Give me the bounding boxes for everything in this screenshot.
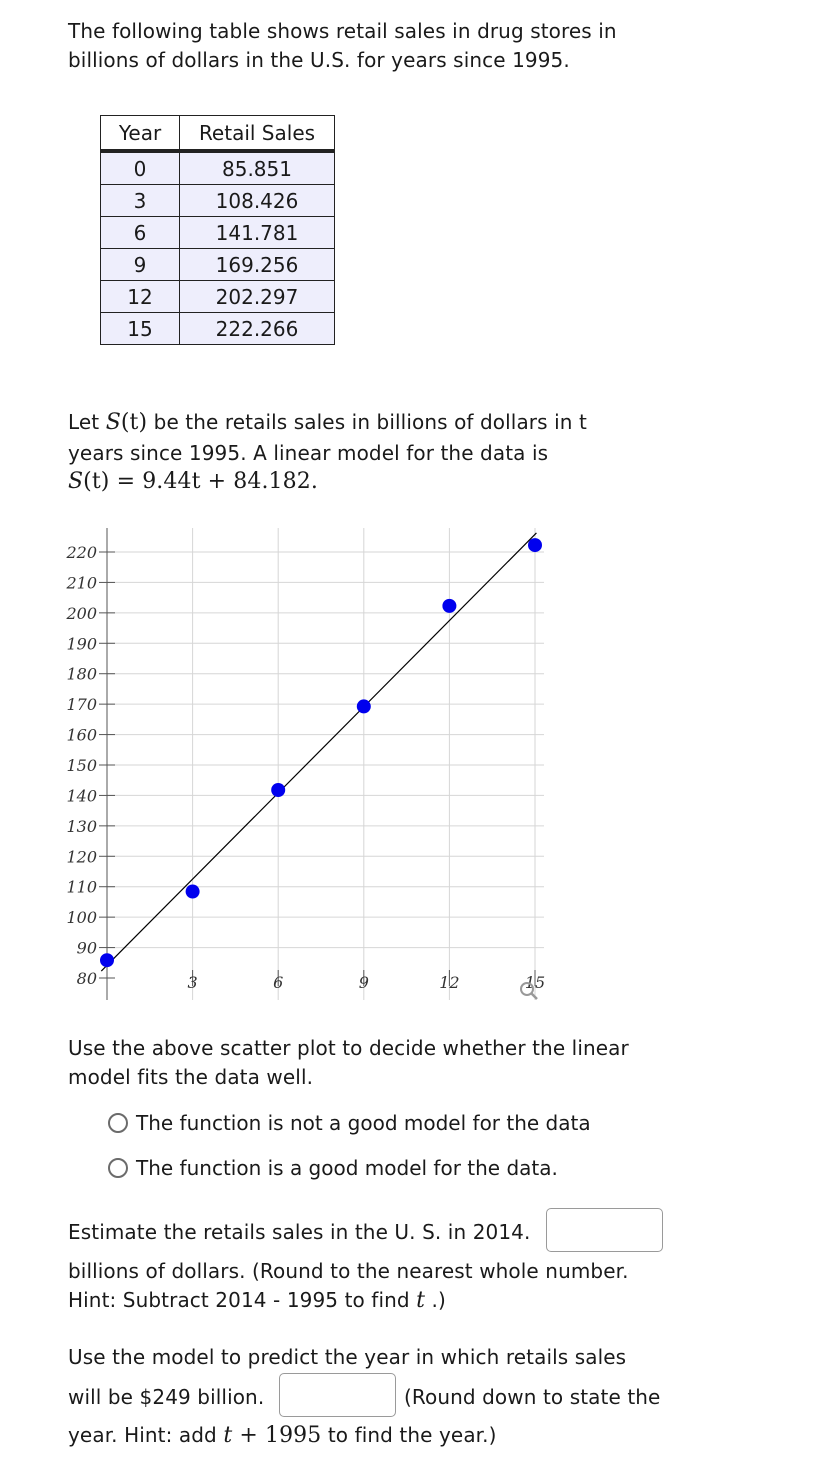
grid-lines <box>107 528 544 1000</box>
data-point <box>528 538 542 552</box>
x-tick-label: 6 <box>273 973 284 992</box>
model-line-path <box>101 533 536 971</box>
y-tick-label: 190 <box>66 634 97 654</box>
data-point <box>271 783 285 797</box>
data-points <box>100 538 542 967</box>
cell-year: 6 <box>101 217 180 249</box>
y-tick-label: 200 <box>66 603 97 623</box>
intro-line-2: billions of dollars in the U.S. for years since 1995. <box>68 48 570 72</box>
question-3-line-1: Use the model to predict the year in which retails sales <box>68 1345 627 1369</box>
table-header-row <box>101 116 335 152</box>
question-3-hint-var: t <box>223 1423 233 1448</box>
table-row <box>101 313 335 345</box>
cell-sales: 169.256 <box>180 249 335 281</box>
model-function-name <box>106 410 147 435</box>
y-tick-label: 120 <box>66 847 97 867</box>
x-tick-label: 15 <box>524 973 546 992</box>
model-var-s: S <box>105 410 121 435</box>
question-1-line-1: Use the above scatter plot to decide whether the linear <box>68 1036 629 1060</box>
y-tick-label: 220 <box>66 543 97 562</box>
question-3-line-2a: will be $249 billion. <box>68 1385 265 1409</box>
question-3-line-3 <box>68 1421 497 1450</box>
model-line-1-a: Let <box>68 410 106 434</box>
formula-var-s: S <box>68 469 84 494</box>
table-row <box>101 185 335 217</box>
y-tick-label: 140 <box>66 786 97 806</box>
radio-not-good[interactable] <box>108 1113 128 1133</box>
question-2-line-3 <box>68 1286 629 1315</box>
intro-text <box>68 17 617 75</box>
cell-year: 9 <box>101 249 180 281</box>
model-formula <box>68 468 587 495</box>
table-row <box>101 217 335 249</box>
question-1-line-2: model fits the data well. <box>68 1065 314 1089</box>
cell-year: 15 <box>101 313 180 345</box>
y-tick-label: 80 <box>76 969 97 988</box>
question-3-hint-b: + 1995 <box>232 1423 322 1448</box>
y-tick-label: 130 <box>66 816 97 836</box>
question-2-line-2: billions of dollars. (Round to the nearest whole number. <box>68 1259 629 1283</box>
question-3-hint-c: to find the year.) <box>321 1423 497 1447</box>
y-tick-labels <box>65 543 97 988</box>
formula-rest: (t) = 9.44t + 84.182. <box>83 469 318 494</box>
model-line <box>101 533 536 971</box>
data-point <box>357 699 371 713</box>
x-tick-label: 9 <box>358 973 369 992</box>
cell-year: 12 <box>101 281 180 313</box>
retail-sales-table <box>100 115 335 345</box>
data-point <box>186 885 200 899</box>
axes <box>99 528 535 1000</box>
question-2-lines <box>68 1257 629 1315</box>
y-tick-label: 100 <box>66 908 97 928</box>
data-point <box>100 953 114 967</box>
intro-line-1: The following table shows retail sales in drug stores in <box>68 19 617 43</box>
scatter-plot <box>0 500 600 1020</box>
question-1-text <box>68 1034 629 1092</box>
header-year: Year <box>101 116 180 152</box>
sales-2014-input[interactable] <box>547 1209 662 1251</box>
question-3-hint-a: year. Hint: add <box>68 1423 224 1447</box>
x-tick-label: 3 <box>187 973 198 992</box>
sales-2014-answer[interactable] <box>546 1208 663 1252</box>
cell-sales: 141.781 <box>180 217 335 249</box>
radio-good[interactable] <box>108 1158 128 1178</box>
y-tick-label: 110 <box>66 877 97 897</box>
question-2-hint-var: t <box>416 1288 426 1313</box>
cell-year: 3 <box>101 185 180 217</box>
x-tick-labels <box>188 973 546 992</box>
y-tick-label: 150 <box>66 756 97 775</box>
question-2-hint-a: Hint: Subtract 2014 - 1995 to find <box>68 1288 417 1312</box>
year-answer[interactable] <box>279 1373 396 1417</box>
option-not-good-model[interactable] <box>108 1108 591 1138</box>
x-tick-label: 12 <box>439 973 460 992</box>
cell-sales: 108.426 <box>180 185 335 217</box>
cell-sales: 85.851 <box>180 151 335 185</box>
y-tick-label: 210 <box>66 573 97 593</box>
y-tick-label: 160 <box>66 725 97 745</box>
cell-sales: 202.297 <box>180 281 335 313</box>
table-row <box>101 281 335 313</box>
cell-year: 0 <box>101 151 180 185</box>
table-row <box>101 151 335 185</box>
option-good-model[interactable] <box>108 1153 558 1183</box>
model-var-arg: (t) <box>120 410 148 435</box>
magnify-icon-handle <box>531 993 537 999</box>
year-input[interactable] <box>280 1374 395 1416</box>
question-2-line-1: Estimate the retails sales in the U. S. in 2014. <box>68 1220 531 1244</box>
model-text <box>68 408 587 495</box>
option-good-label: The function is a good model for the data. <box>136 1156 558 1180</box>
model-line-1-b: be the retails sales in billions of dollars in t <box>147 410 587 434</box>
y-tick-label: 170 <box>66 695 97 715</box>
data-point <box>442 599 456 613</box>
question-2-hint-b: .) <box>425 1288 446 1312</box>
question-3-line-2b: (Round down to state the <box>404 1385 661 1409</box>
y-tick-label: 180 <box>66 664 97 684</box>
model-line-2: years since 1995. A linear model for the data is <box>68 441 549 465</box>
model-line-1 <box>68 408 587 439</box>
cell-sales: 222.266 <box>180 313 335 345</box>
option-not-good-label: The function is not a good model for the data <box>136 1111 591 1135</box>
y-tick-label: 90 <box>76 938 97 958</box>
table-row <box>101 249 335 281</box>
header-retail-sales: Retail Sales <box>180 116 335 152</box>
